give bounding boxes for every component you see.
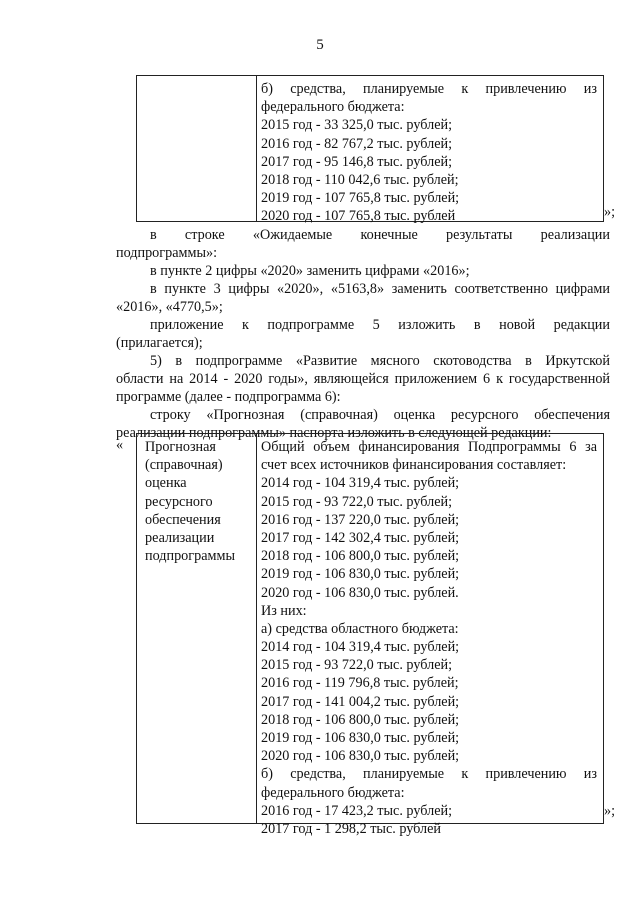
paragraph-item-2 xyxy=(116,262,610,280)
header-line: подпрограммы xyxy=(145,548,235,565)
year-line: 2016 год - 137 220,0 тыс. рублей; xyxy=(261,511,460,528)
year-line: 2018 год - 106 800,0 тыс. рублей; xyxy=(261,548,460,565)
year-line: 2014 год - 104 319,4 тыс. рублей; xyxy=(261,475,460,492)
paragraph-results xyxy=(116,226,610,262)
year-line: 2018 год - 106 800,0 тыс. рублей; xyxy=(261,711,460,728)
header-line: (справочная) xyxy=(145,457,223,474)
text-line: в строке «Ожидаемые конечные результаты реализации xyxy=(150,227,610,243)
header-line: ресурсного xyxy=(145,493,213,510)
text-line: счет всех источников финансирования составляет: xyxy=(261,457,567,474)
header-line: оценка xyxy=(145,475,187,492)
year-line: 2017 год - 142 302,4 тыс. рублей; xyxy=(261,529,460,546)
text-line: Из них: xyxy=(261,602,307,619)
year-line: 2020 год - 106 830,0 тыс. рублей. xyxy=(261,584,459,601)
year-line: 2020 год - 106 830,0 тыс. рублей; xyxy=(261,748,460,765)
federal-funds-cell xyxy=(261,80,597,226)
text-line: 5) в подпрограмме «Развитие мясного скотоводства в Иркутской xyxy=(150,353,610,369)
year-line: 2020 год - 107 765,8 тыс. рублей xyxy=(261,208,456,225)
paragraph-appendix xyxy=(116,316,610,352)
year-line: 2015 год - 93 722,0 тыс. рублей; xyxy=(261,493,453,510)
table-continuation xyxy=(136,75,604,225)
year-line: 2019 год - 106 830,0 тыс. рублей; xyxy=(261,730,460,746)
table-resource-estimate xyxy=(136,433,604,837)
year-line: 2015 год - 33 325,0 тыс. рублей; xyxy=(261,117,453,134)
page-number: 5 xyxy=(316,37,324,53)
text-line: подпрограммы»: xyxy=(116,245,218,262)
funds-heading: б) средства, планируемые к привлечению из xyxy=(261,81,597,97)
text-line: строку «Прогнозная (справочная) оценка ресурсного обеспечения xyxy=(150,407,610,423)
year-line: 2016 год - 17 423,2 тыс. рублей; xyxy=(261,802,453,819)
year-line: 2014 год - 104 319,4 тыс. рублей; xyxy=(261,639,460,656)
text-line: «2016», «4770,5»; xyxy=(116,299,223,316)
table-divider xyxy=(256,434,257,823)
year-line: 2015 год - 93 722,0 тыс. рублей; xyxy=(261,657,453,674)
table-divider xyxy=(256,76,257,221)
financing-heading: Общий объем финансирования Подпрограммы 6 за xyxy=(261,439,597,455)
closing-quote: »; xyxy=(604,803,616,819)
year-line: 2016 год - 119 796,8 тыс. рублей; xyxy=(261,675,459,692)
text-line: области на 2014 - 2020 годы», являющейся приложением 6 к государственной xyxy=(116,371,610,388)
header-line: Прогнозная xyxy=(145,439,216,455)
text-line: в пункте 2 цифры «2020» заменить цифрами «2016»; xyxy=(150,263,470,279)
year-line: 2018 год - 110 042,6 тыс. рублей; xyxy=(261,171,459,188)
text-line: программе (далее - подпрограмма 6): xyxy=(116,389,341,406)
year-line: 2016 год - 82 767,2 тыс. рублей; xyxy=(261,135,453,152)
year-line: 2017 год - 141 004,2 тыс. рублей; xyxy=(261,693,460,710)
text-line: федерального бюджета: xyxy=(261,99,405,116)
text-line: приложение к подпрограмме 5 изложить в новой редакции xyxy=(150,317,610,333)
year-line: 2019 год - 107 765,8 тыс. рублей; xyxy=(261,190,460,207)
financing-cell xyxy=(261,438,597,838)
header-line: реализации xyxy=(145,529,215,546)
text-line: федерального бюджета: xyxy=(261,784,405,801)
row-header-cell xyxy=(145,438,255,565)
funds-heading: б) средства, планируемые к привлечению из xyxy=(261,766,597,783)
paragraph-item-3 xyxy=(116,280,610,316)
paragraph-subprogram-6 xyxy=(116,352,610,407)
text-line: реализации подпрограммы» паспорта изложить в следующей редакции: xyxy=(116,425,552,442)
year-line: 2019 год - 106 830,0 тыс. рублей; xyxy=(261,566,460,583)
text-line: а) средства областного бюджета: xyxy=(261,620,459,637)
year-line: 2017 год - 95 146,8 тыс. рублей; xyxy=(261,153,453,170)
closing-quote: »; xyxy=(604,204,616,220)
text-line: (прилагается); xyxy=(116,335,203,352)
opening-quote: « xyxy=(116,437,124,453)
header-line: обеспечения xyxy=(145,511,221,528)
text-line: в пункте 3 цифры «2020», «5163,8» заменить соответственно цифрами xyxy=(150,281,610,297)
year-line: 2017 год - 1 298,2 тыс. рублей xyxy=(261,820,441,837)
